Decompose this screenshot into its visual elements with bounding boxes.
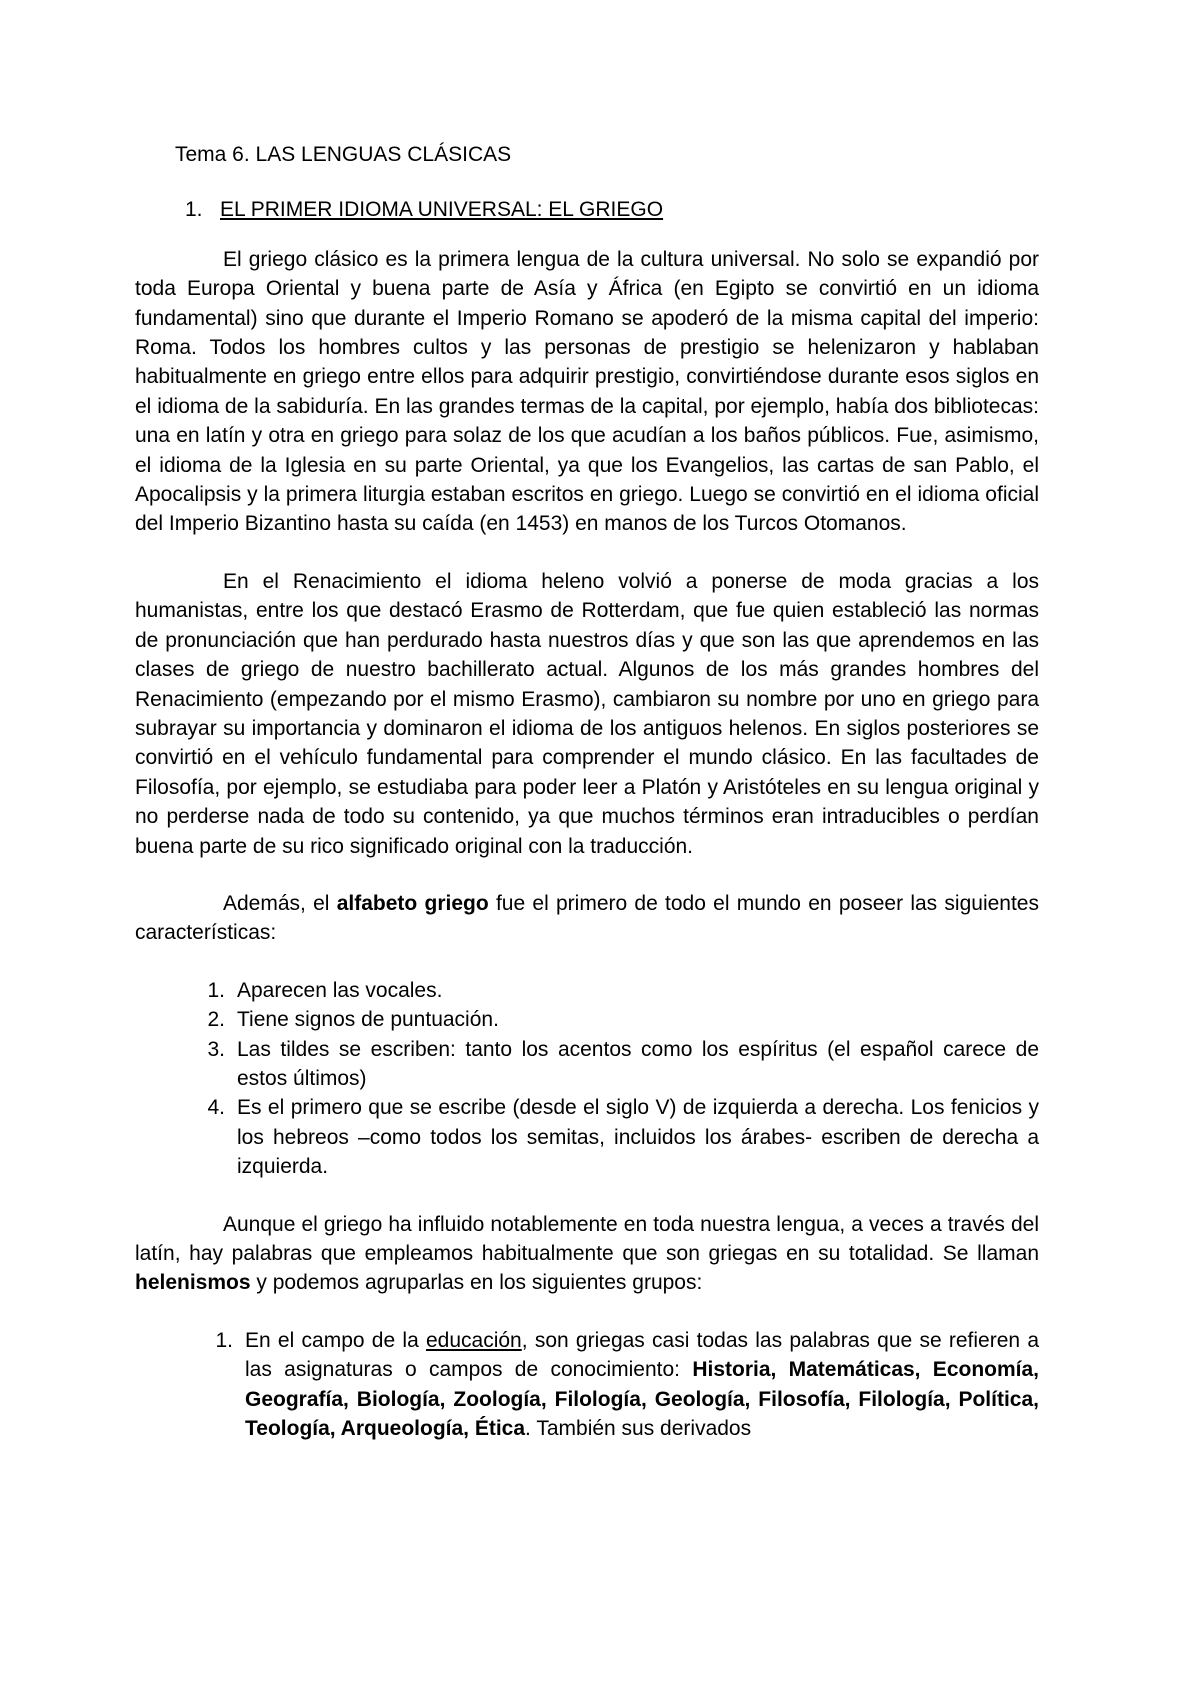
section-number: 1. [185, 198, 203, 222]
paragraph-renaissance: En el Renacimiento el idioma heleno volvió a ponerse de moda gracias a los humanistas, entre los que destacó Erasmo de Rotterdam, que fue quien estableció las normas de pronunciación que han perdurado hasta nuestros días y que son las que aprendemos en las clases de griego de nuestro bachillerato actual. Algunos de los más grandes hombres del Renacimiento (empezando por el mismo Erasmo), cambiaron su nombre por uno en griego para subrayar su importancia y dominaron el idioma de los antiguos helenos. En siglos posteriores se convirtió en el vehículo fundamental para comprender el mundo clásico. En las facultades de Filosofía, por ejemplo, se estudiaba para poder leer a Platón y Aristóteles en su lengua original y no perderse nada de todo su contenido, ya que muchos términos eran intraducibles o perdían buena parte de su rico significado original con la traducción. [135, 569, 1039, 858]
list-item [135, 1093, 1039, 1181]
list-item [135, 1005, 1039, 1034]
paragraph-alphabet [135, 889, 1039, 948]
group-bold-terms: Historia, Matemáticas, Economía, Geografía, Biología, Zoología, Filología, Geología, Filosofía, Filología, Política, Teología, Arqueología, Ética [245, 1358, 1040, 1441]
hellenisms-bold-term: helenismos [135, 1271, 251, 1295]
list-item-text: Es el primero que se escribe (desde el siglo V) de izquierda a derecha. Los fenicios y los hebreos –como todos los semitas, incluidos los árabes- escriben de derecha a izquierda. [237, 1096, 1039, 1179]
list-item-number: 1. [215, 1328, 233, 1352]
list-item [135, 976, 1039, 1005]
group-text-before: En el campo de la [245, 1328, 426, 1352]
list-item-text: Aparecen las vocales. [237, 978, 443, 1002]
section-title: EL PRIMER IDIOMA UNIVERSAL: EL GRIEGO [220, 198, 664, 222]
list-item-text [245, 1326, 1039, 1444]
document-title: Tema 6. LAS LENGUAS CLÁSICAS [175, 143, 512, 166]
alphabet-text-after: fue el primero de todo el mundo en poseer las siguientes características: [135, 891, 1039, 945]
list-item-number: 1. [207, 978, 225, 1002]
paragraph-greek-universal: El griego clásico es la primera lengua de la cultura universal. No solo se expandió por toda Europa Oriental y buena parte de Asía y África (en Egipto se convirtió en un idioma fundamental) sino que durante el Imperio Romano se apoderó de la misma capital del imperio: Roma. Todos los hombres cultos y las personas de prestigio se helenizaron y hablaban habitualmente en griego entre ellos para adquirir prestigio, convirtiéndose durante esos siglos en el idioma de la sabiduría. En las grandes termas de la capital, por ejemplo, había dos bibliotecas: una en latín y otra en griego para solaz de los que acudían a los baños públicos. Fue, asimismo, el idioma de la Iglesia en su parte Oriental, ya que los Evangelios, las cartas de san Pablo, el Apocalipsis y la primera liturgia estaban escritos en griego. Luego se convirtió en el idioma oficial del Imperio Bizantino hasta su caída (en 1453) en manos de los Turcos Otomanos. [135, 247, 1039, 536]
group-underlined-term: educación [426, 1328, 522, 1352]
list-item-number: 4. [207, 1096, 225, 1120]
list-item-text: Las tildes se escriben: tanto los acentos como los espíritus (el español carece de estos últimos) [237, 1037, 1039, 1090]
hellenisms-text-after: y podemos agruparlas en los siguientes grupos: [250, 1271, 703, 1295]
group-text-middle: , son griegas casi todas las palabras que se refieren a las asignaturas o campos de conocimiento: [245, 1328, 1039, 1382]
characteristics-list [135, 976, 1039, 1182]
section-heading [185, 195, 1039, 224]
alphabet-text-before: Además, el [223, 891, 337, 915]
hellenism-groups-list [135, 1326, 1039, 1444]
list-item-text: Tiene signos de puntuación. [237, 1008, 499, 1032]
list-item-number: 3. [207, 1037, 225, 1061]
list-item [135, 1035, 1039, 1094]
alphabet-bold-term: alfabeto griego [336, 891, 489, 915]
group-text-after: . También sus derivados [525, 1417, 752, 1441]
list-item [135, 1326, 1039, 1444]
list-item-number: 2. [207, 1008, 225, 1032]
hellenisms-text-before: Aunque el griego ha influido notablemente en toda nuestra lengua, a veces a través del latín, hay palabras que empleamos habitualmente que son griegas en su totalidad. Se llaman [135, 1212, 1039, 1265]
document-body [135, 140, 1039, 1443]
paragraph-hellenisms [135, 1210, 1039, 1298]
